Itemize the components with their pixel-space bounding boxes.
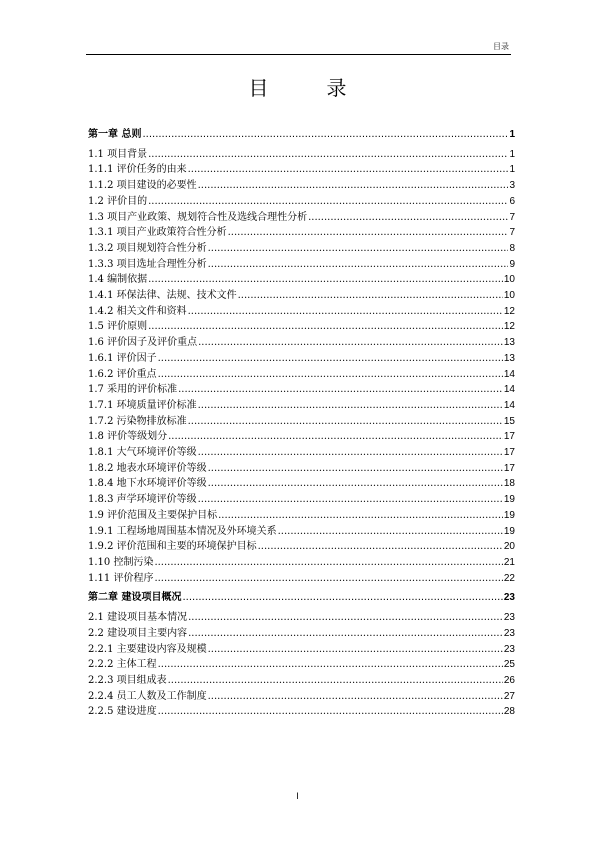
toc-entry-label: 1.3.2 项目规划符合性分析 [88,242,207,254]
toc-entry[interactable] [88,657,515,673]
toc-dot-leader [198,398,503,414]
toc-dot-leader [154,571,502,587]
toc-entry-page-number: 20 [503,541,515,553]
toc-entry-page-number: 23 [503,643,515,655]
toc-entry[interactable] [88,610,515,626]
toc-entry-label: 1.1.1 评价任务的由来 [88,164,187,176]
toc-entry[interactable] [88,492,515,508]
toc-entry-label: 2.2 建设项目主要内容 [88,627,188,639]
toc-dot-leader [182,590,502,606]
toc-entry[interactable] [88,194,515,210]
toc-entry-page-number: 15 [503,415,515,427]
toc-entry-page-number: 17 [503,431,515,443]
toc-entry-label: 1.8.2 地表水环境评价等级 [88,462,207,474]
toc-entry-page-number: 14 [503,384,515,396]
toc-entry-page-number: 23 [503,592,515,604]
toc-entry-label: 2.1 建设项目基本情况 [88,612,188,624]
toc-entry[interactable] [88,414,515,430]
toc-entry-page-number: 13 [503,352,515,364]
toc-entry-page-number: 1 [509,164,515,176]
toc-entry[interactable] [88,288,515,304]
toc-entry-label: 1.9 评价范围及主要保护目标 [88,509,218,521]
toc-entry-label: 1.6.1 评价因子 [88,352,157,364]
toc-entry-label: 1.3 项目产业政策、规划符合性及选线合理性分析 [88,211,308,223]
toc-entry-page-number: 10 [503,274,515,286]
toc-entry-label: 2.2.4 员工人数及工作制度 [88,690,207,702]
toc-entry-page-number: 3 [509,180,515,192]
toc-entry[interactable] [88,335,515,351]
toc-dot-leader [188,610,503,626]
toc-entry-page-number: 7 [509,227,515,239]
toc-entry-page-number: 17 [503,447,515,459]
toc-dot-leader [198,445,503,461]
toc-entry[interactable] [88,304,515,320]
toc-entry[interactable] [88,210,515,226]
toc-dot-leader [148,147,508,163]
toc-entry-label: 1.7.2 污染物排放标准 [88,415,187,427]
toc-entry-page-number: 8 [509,242,515,254]
toc-entry-page-number: 23 [503,612,515,624]
toc-entry[interactable] [88,704,515,720]
toc-dot-leader [142,127,508,143]
toc-dot-leader [208,476,503,492]
toc-dot-leader [208,241,509,257]
toc-entry-label: 2.2.5 建设进度 [88,706,157,718]
toc-entry-label: 1.2 评价目的 [88,195,148,207]
toc-entry-page-number: 17 [503,462,515,474]
toc-entry-page-number: 1 [509,129,515,140]
toc-entry-label: 1.7 采用的评价标准 [88,384,178,396]
title-char-1: 目 [248,76,269,100]
toc-entry-label: 2.2.2 主体工程 [88,659,157,671]
toc-dot-leader [198,178,509,194]
toc-entry[interactable] [88,398,515,414]
toc-dot-leader [198,492,503,508]
toc-entry-label: 1.8.3 声学环境评价等级 [88,494,197,506]
toc-entry-label: 1.4 编制依据 [88,274,148,286]
toc-dot-leader [158,351,503,367]
toc-dot-leader [158,657,503,673]
toc-chapter-entry[interactable] [88,590,515,606]
toc-entry[interactable] [88,272,515,288]
toc-entry[interactable] [88,319,515,335]
toc-entry-label: 2.2.3 项目组成表 [88,674,167,686]
toc-entry-page-number: 27 [503,690,515,702]
toc-entry[interactable] [88,445,515,461]
toc-entry[interactable] [88,539,515,555]
title-char-2: 录 [326,76,347,100]
toc-dot-leader [158,367,503,383]
toc-entry-page-number: 14 [503,399,515,411]
toc-entry-page-number: 7 [509,211,515,223]
toc-entry-page-number: 12 [503,305,515,317]
toc-entry[interactable] [88,571,515,587]
running-header: 目录 [493,42,509,51]
toc-entry[interactable] [88,241,515,257]
toc-dot-leader [148,272,503,288]
toc-entry-page-number: 19 [503,509,515,521]
toc-entry[interactable] [88,689,515,705]
toc-dot-leader [208,689,503,705]
toc-entry-label: 第二章 建设项目概况 [88,592,182,604]
toc-entry-page-number: 26 [503,674,515,686]
toc-entry-label: 1.5 评价原则 [88,321,148,333]
toc-entry-page-number: 6 [509,195,515,207]
toc-dot-leader [208,642,503,658]
toc-entry-page-number: 12 [503,321,515,333]
toc-entry-page-number: 13 [503,337,515,349]
toc-entry-page-number: 10 [503,290,515,302]
toc-entry-label: 1.4.1 环保法律、法规、技术文件 [88,290,237,302]
toc-entry-label: 1.9.2 评价范围和主要的环境保护目标 [88,541,257,553]
table-of-contents [88,127,515,720]
toc-entry-label: 第一章 总则 [88,129,142,140]
toc-chapter-entry[interactable] [88,127,515,143]
toc-entry[interactable] [88,508,515,524]
toc-dot-leader [228,225,509,241]
page-number: I [296,791,299,801]
toc-entry-label: 1.7.1 环境质量评价标准 [88,399,197,411]
toc-entry-label: 1.6 评价因子及评价重点 [88,337,198,349]
toc-entry[interactable] [88,626,515,642]
toc-entry-label: 1.4.2 相关文件和资料 [88,305,187,317]
toc-entry[interactable] [88,147,515,163]
toc-dot-leader [178,382,503,398]
toc-dot-leader [154,555,502,571]
toc-dot-leader [168,429,503,445]
toc-entry[interactable] [88,178,515,194]
toc-entry-page-number: 25 [503,659,515,671]
toc-dot-leader [168,673,503,689]
toc-entry-label: 1.3.1 项目产业政策符合性分析 [88,227,227,239]
toc-entry-label: 1.8.1 大气环境评价等级 [88,447,197,459]
toc-dot-leader [278,524,503,540]
toc-entry[interactable] [88,555,515,571]
toc-entry-label: 1.8 评价等级划分 [88,431,168,443]
toc-entry-page-number: 19 [503,525,515,537]
toc-dot-leader [148,319,503,335]
toc-dot-leader [258,539,503,555]
toc-entry-label: 1.1 项目背景 [88,148,148,160]
toc-entry[interactable] [88,382,515,398]
toc-entry[interactable] [88,673,515,689]
toc-entry[interactable] [88,257,515,273]
toc-entry-label: 1.10 控制污染 [88,556,154,568]
toc-entry-label: 1.9.1 工程场地周围基本情况及外环境关系 [88,525,277,537]
toc-entry-page-number: 9 [509,258,515,270]
toc-dot-leader [188,414,503,430]
toc-entry-page-number: 18 [503,478,515,490]
toc-dot-leader [238,288,503,304]
toc-dot-leader [188,162,509,178]
toc-entry-page-number: 23 [503,627,515,639]
toc-entry[interactable] [88,524,515,540]
toc-entry-label: 1.3.3 项目选址合理性分析 [88,258,207,270]
toc-entry-label: 1.8.4 地下水环境评价等级 [88,478,207,490]
toc-dot-leader [198,335,503,351]
toc-entry-label: 1.6.2 评价重点 [88,368,157,380]
toc-dot-leader [308,210,508,226]
toc-dot-leader [188,626,503,642]
toc-dot-leader [218,508,503,524]
toc-entry-page-number: 22 [503,572,515,584]
toc-entry[interactable] [88,162,515,178]
toc-entry-page-number: 19 [503,494,515,506]
toc-dot-leader [188,304,503,320]
toc-dot-leader [158,704,503,720]
toc-entry[interactable] [88,461,515,477]
toc-entry-label: 1.1.2 项目建设的必要性 [88,180,197,192]
toc-dot-leader [208,257,509,273]
toc-entry-page-number: 21 [503,556,515,568]
toc-dot-leader [148,194,508,210]
toc-dot-leader [208,461,503,477]
toc-entry-page-number: 14 [503,368,515,380]
toc-entry-label: 1.11 评价程序 [88,572,154,584]
toc-entry[interactable] [88,476,515,492]
toc-entry[interactable] [88,351,515,367]
toc-entry[interactable] [88,367,515,383]
toc-entry-page-number: 1 [509,148,515,160]
toc-entry-page-number: 28 [503,706,515,718]
toc-entry[interactable] [88,429,515,445]
toc-entry-label: 2.2.1 主要建设内容及规模 [88,643,207,655]
toc-entry[interactable] [88,225,515,241]
header-rule [86,54,511,55]
page-title [0,72,595,101]
toc-entry[interactable] [88,642,515,658]
